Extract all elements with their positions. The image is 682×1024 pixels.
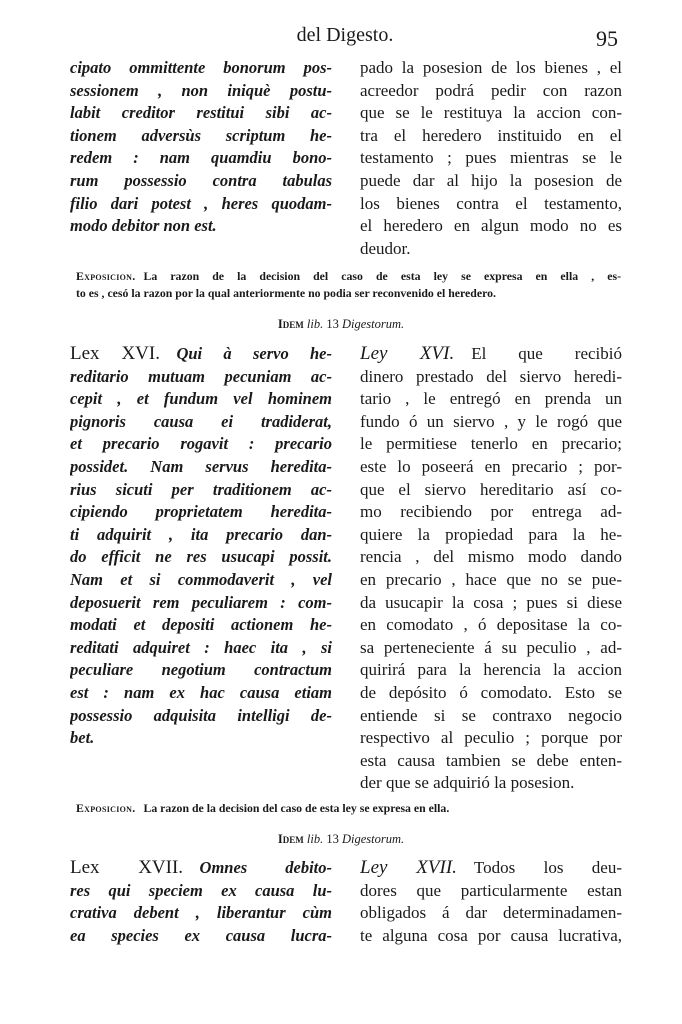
section-3 [70,857,622,947]
text-line: possidet. Nam servus heredita- [70,456,332,476]
text-line [360,857,622,880]
text-line: crativa debent , liberantur cùm [70,903,332,923]
text-line: obligados á dar determinadamen- [360,903,622,923]
law-heading: Lex XVI. [70,343,160,364]
text-line: dores que particularmente estan [360,880,622,900]
exposicion-line [76,268,621,285]
text-line: modo debitor non est. [70,216,217,236]
citation-lib: lib. [306,317,324,331]
text-line: sa perteneciente á su peculio , ad- [360,637,622,657]
section-2 [70,343,622,795]
law-heading: Ley XVII. [360,857,457,878]
text-line: testamento ; pues mientras se le [360,148,622,168]
text-line: pado la posesion de los bienes , el [360,58,622,77]
citation-number: 13 [326,317,339,331]
latin-column [70,57,332,260]
text-line: ti adquirit , ita precario dan- [70,524,332,544]
text-line: tario , le entregó en prenda un [360,389,622,409]
text-line [360,343,622,366]
text-line: reditati adquiret : haec ita , si [70,637,332,657]
text-line: filio dari potest , heres quodam- [70,193,332,213]
law-heading: Lex XVII. [70,857,184,878]
spanish-column [360,857,622,947]
running-title: del Digesto. [296,24,394,46]
text-line: quirirá para la herencia la accion [360,660,622,680]
spanish-column [360,343,622,795]
text-line: et precario rogavit : precario [70,434,332,454]
text-line: acreedor podrá pedir con razon [360,80,622,100]
exposicion-text: to es , cesó la razon por la qual anteriormente no podia ser reconvenido el heredero. [76,286,496,300]
citation-lib: lib. [306,832,324,846]
text-line: est : nam ex hac causa etiam [70,682,332,702]
text-line: cipato ommittente bonorum pos- [70,58,332,77]
text-line: cipiendo proprietatem heredita- [70,502,332,522]
text-line: der que se adquirió la posesion. [360,773,575,793]
text-line: que se le restituya la accion con- [360,103,622,123]
text-line: el heredero en algun modo no es [360,216,622,236]
text-line [70,857,332,880]
text-line: te alguna cosa por causa lucrativa, [360,925,622,945]
text-line: pignoris causa ei tradiderat, [70,411,332,431]
text-line: da usucapir la cosa ; pues si diese [360,592,622,612]
text-line: do efficit ne res usucapi possit. [70,547,332,567]
text-line: respectivo al peculio ; porque por [360,728,622,748]
page-header [70,24,620,50]
text-line: reditario mutuam pecuniam ac- [70,366,332,386]
text-line: redem : nam quamdiu bono- [70,148,332,168]
text-line: tionem adversùs scriptum he- [70,125,332,145]
exposicion-note [76,268,621,302]
text-line [70,343,332,366]
text-line: este lo poseerá en precario ; por- [360,456,622,476]
exposicion-label: Exposicion. [76,269,136,283]
text-line: ea species ex causa lucra- [70,925,332,945]
latin-column [70,857,332,947]
text-line: rius sicuti per traditionem ac- [70,479,332,499]
exposicion-line [76,800,621,817]
spanish-column [360,57,622,260]
text-line: labit creditor restitui sibi ac- [70,103,332,123]
text-line: possessio adquisita intelligi de- [70,705,332,725]
text-line: esta causa tambien se debe enten- [360,750,622,770]
line-text: Todos los deu- [473,858,622,877]
citation-idem: Idem [277,317,304,331]
text-line: de depósito ó comodato. Esto se [360,682,622,702]
exposicion-note [76,800,621,817]
text-line: quiere la propiedad para la he- [360,524,622,544]
exposicion-line [76,285,621,302]
line-text: Qui à servo he- [176,344,332,363]
citation [0,317,682,332]
text-line: cepit , et fundum vel hominem [70,389,332,409]
citation-book: Digestorum. [341,832,405,846]
text-line: deposuerit rem peculiarem : com- [70,592,332,612]
text-line: puede dar al hijo la posesion de [360,170,622,190]
text-line: que el siervo hereditario así co- [360,479,622,499]
text-line: res qui speciem ex causa lu- [70,880,332,900]
latin-column [70,343,332,795]
line-text: Omnes debito- [199,858,332,877]
text-line: en comodato , ó depositase la co- [360,615,622,635]
text-line: sessionem , non iniquè postu- [70,80,332,100]
law-heading: Ley XVI. [360,343,455,364]
text-line: en precario , hace que no se pue- [360,569,622,589]
text-line: Nam et si commodaverit , vel [70,569,332,589]
page-number: 95 [596,26,618,51]
text-line: modati et depositi actionem he- [70,615,332,635]
text-line: deudor. [360,238,411,258]
text-line: peculiare negotium contractum [70,660,332,680]
exposicion-text: La razon de la decision del caso de esta ley se expresa en ella , es- [143,269,621,283]
text-line: bet. [70,728,95,748]
text-line: los bienes contra el testamento, [360,193,622,213]
text-line: rum possessio contra tabulas [70,170,332,190]
text-line: entiende si se contraxo negocio [360,705,622,725]
exposicion-label: Exposicion. [76,801,136,815]
citation [0,832,682,847]
text-line: le permitiese tenerlo en precario; [360,434,622,454]
citation-book: Digestorum. [341,317,405,331]
citation-idem: Idem [277,832,304,846]
text-line: dinero prestado del siervo heredi- [360,366,622,386]
exposicion-text: La razon de la decision del caso de esta ley se expresa en ella. [143,801,450,815]
line-text: El que recibió [471,344,622,363]
text-line: tra el heredero instituido en el [360,125,622,145]
text-line: mo recibiendo por entrega ad- [360,502,622,522]
section-1 [70,57,622,260]
text-line: fundo ó un siervo , y le rogó que [360,411,622,431]
text-line: rencia , del mismo modo dando [360,547,622,567]
citation-number: 13 [326,832,339,846]
